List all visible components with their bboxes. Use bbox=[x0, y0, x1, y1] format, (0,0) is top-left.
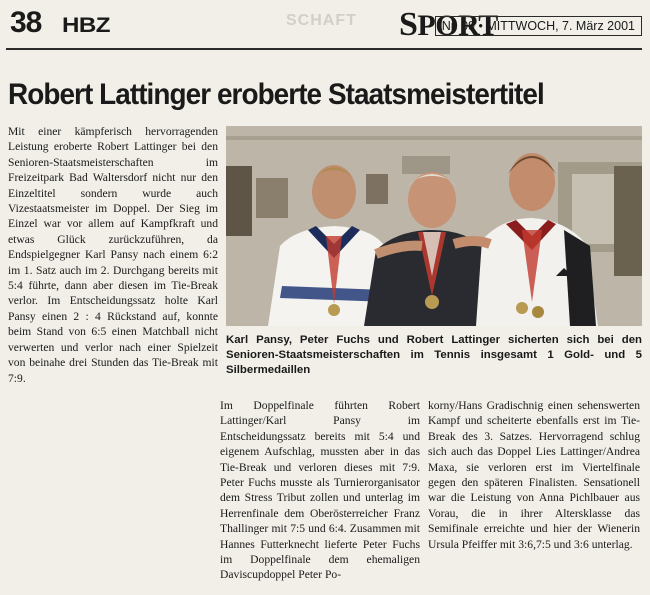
newspaper-name: HBZ bbox=[62, 14, 110, 37]
photo-illustration bbox=[226, 126, 642, 326]
article-column-left bbox=[8, 124, 218, 386]
article-column-middle bbox=[220, 398, 420, 583]
article-paragraph-2: Im Doppelfinale führten Robert Lattinger/Karl Pansy im Entscheidungssatz bereits mit 5:4 und eigenem Aufschlag, mussten aber in das Tie-Break und verloren dieses mit 7:9. Peter Fuchs musste als Turnierorganisator dem Stress Tribut zollen und unterlag im Herrenfinale dem Oberösterreicher Franz Thallinger mit 7:5 und 6:4. Zusammen mit Hannes Futterknecht lieferte Peter Fuchs im Doppelfinale dem ehemaligen Daviscupdoppel Peter Po- bbox=[220, 399, 420, 582]
show-through-text: SCHAFT bbox=[286, 12, 357, 29]
article-photo bbox=[226, 126, 642, 326]
issue-date-box: Nr. 09 • MITTWOCH, 7. März 2001 bbox=[435, 16, 642, 36]
section-title-initial: S bbox=[399, 6, 418, 43]
article-paragraph-3: korny/Hans Gradischnig einen sehenswerten Kampf und scheiterte ebenfalls erst im Tie-Break des 3. Satzes. Hervorragend schlug sich auch das Doppel Lies Lattinger/Andrea Maxa, sie verloren erst im Viertelfinale gegen den späteren Finalisten. Sensationell war die Leistung von Anna Pichlbauer aus Vorau, die in ihrer Altersklasse das Semifinale erreichte und hier der Wienerin Ursula Pfeiffer mit 3:6,7:5 und 3:6 unterlag. bbox=[428, 399, 640, 551]
article-paragraph-1: Mit einer kämpferisch hervorragenden Leistung eroberte Robert Lattinger bei den Senioren-Staatsmeisterschaften im Freizeitpark Bad Waltersdorf nicht nur den Einzeltitel sondern wurde auch Vizestaatsmeister im Doppel. Der Sieg im Einzel war vor allem auf Kampfkraft und etwas Glück zurückzuführen, da Endspielgegner Karl Pansy nach einem 6:2 im 1. Satz auch im 2. Durchgang bereits mit 5:4 führte, dann aber diesen im Tie-Break verlor. Im Entscheidungssatz holte Karl Pansy einen 2 : 4 Rückstand auf, konnte beim Stand von 6:5 einen Matchball nicht verwerten und verlor nach einer Spielzeit von beinahe drei Stunden das Tie-Break mit 7:9. bbox=[8, 125, 218, 385]
page-header bbox=[6, 4, 642, 50]
article-column-right bbox=[428, 398, 640, 552]
page-number: 38 bbox=[10, 6, 42, 39]
show-through-lines bbox=[226, 385, 642, 395]
article-headline: Robert Lattinger eroberte Staatsmeistertitel bbox=[8, 78, 544, 111]
section-title-rest: PORT bbox=[417, 9, 498, 42]
photo-caption: Karl Pansy, Peter Fuchs und Robert Lattinger sicherten sich bei den Senioren-Staatsmeisterschaften im Tennis insgesamt 1 Gold- und 5 Silbermedaillen bbox=[226, 334, 642, 376]
